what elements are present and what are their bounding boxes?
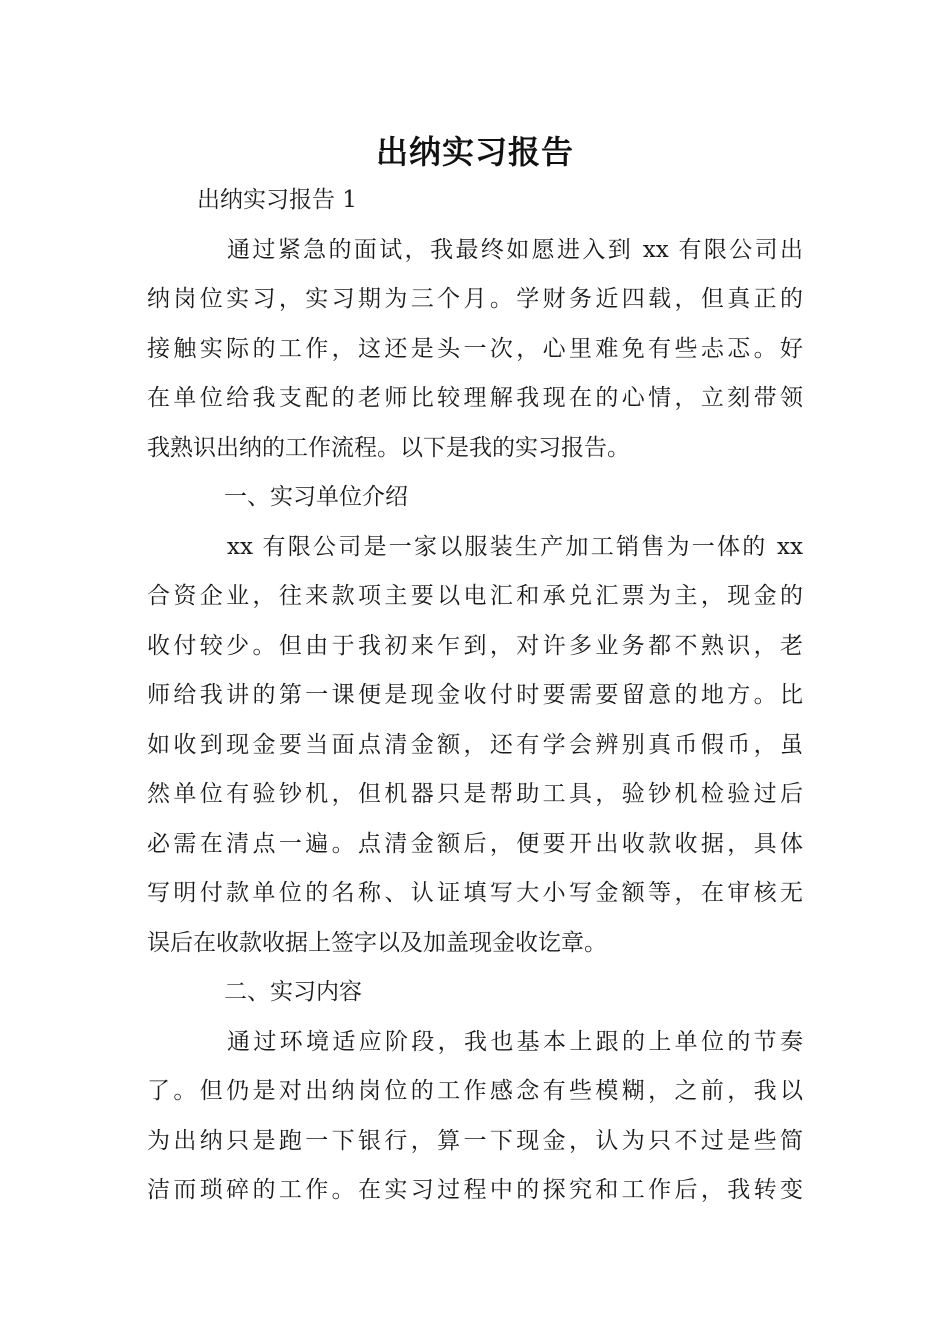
paragraph-line: 写明付款单位的名称、认证填写大小写金额等，在审核无 (147, 880, 803, 906)
paragraph-3 (147, 1018, 803, 1216)
paragraph-line: 通过紧急的面试，我最终如愿进入到 xx 有限公司出 (227, 236, 803, 263)
paragraph-line: 收付较少。但由于我初来乍到，对许多业务都不熟识，老 (147, 632, 803, 659)
paragraph-line: 了。但仍是对出纳岗位的工作感念有些模糊，之前，我以 (147, 1078, 803, 1104)
paragraph-line: 师给我讲的第一课便是现金收付时要需要留意的地方。比 (147, 682, 803, 708)
paragraph-line: 合资企业，往来款项主要以电汇和承兑汇票为主，现金的 (147, 583, 803, 609)
paragraph-1 (147, 226, 803, 474)
paragraph-line: 在单位给我支配的老师比较理解我现在的心情，立刻带领 (147, 385, 803, 411)
paragraph-line: 我熟识出纳的工作流程。以下是我的实习报告。 (147, 434, 630, 461)
paragraph-line: xx 有限公司是一家以服装生产加工销售为一体的 xx (227, 533, 803, 560)
document-title: 出纳实习报告 (375, 133, 574, 171)
report-subtitle: 出纳实习报告 1 (197, 187, 357, 213)
paragraph-line: 通过环境适应阶段，我也基本上跟的上单位的节奏 (227, 1028, 803, 1055)
paragraph-line: 误后在收款收据上签字以及加盖现金收讫章。 (147, 929, 607, 956)
paragraph-line: 如收到现金要当面点清金额，还有学会辨别真币假币，虽 (147, 731, 803, 758)
section-heading-1: 一、实习单位介绍 (224, 484, 408, 510)
paragraph-line: 为出纳只是跑一下银行，算一下现金，认为只不过是些简 (147, 1127, 803, 1154)
paragraph-line: 接触实际的工作，这还是头一次，心里难免有些忐忑。好 (147, 335, 803, 362)
document-body (147, 176, 803, 1216)
paragraph-2 (147, 523, 803, 969)
section-heading-2: 二、实习内容 (224, 979, 362, 1005)
paragraph-line: 然单位有验钞机，但机器只是帮助工具，验钞机检验过后 (147, 781, 803, 807)
paragraph-line: 洁而琐碎的工作。在实习过程中的探究和工作后，我转变 (147, 1177, 803, 1203)
paragraph-line: 必需在清点一遍。点清金额后，便要开出收款收据，具体 (147, 830, 803, 857)
paragraph-line: 纳岗位实习，实习期为三个月。学财务近四载，但真正的 (147, 286, 803, 312)
